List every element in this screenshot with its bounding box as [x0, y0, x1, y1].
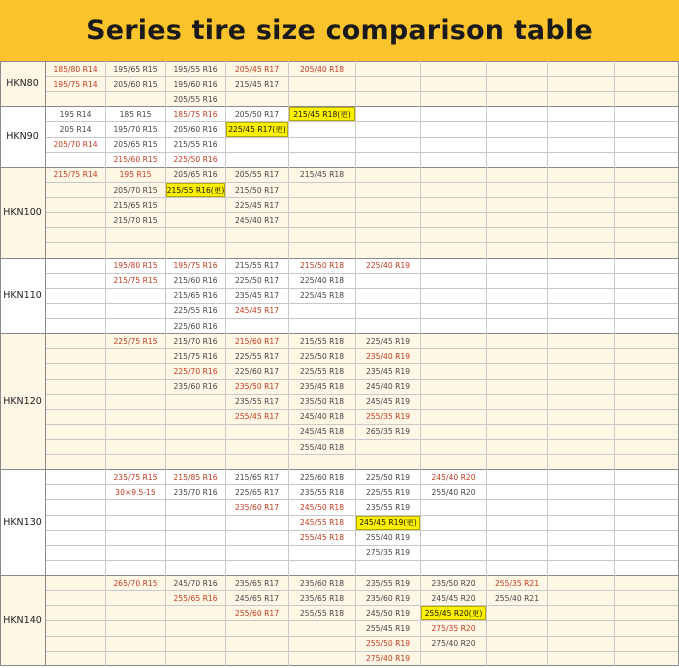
size-cell: 215/75 R15: [113, 276, 158, 286]
size-cell: 225/65 R17: [234, 487, 280, 497]
size-cell: 225/60 R18: [299, 472, 345, 482]
size-cell: 215/70 R15: [113, 215, 158, 225]
size-cell: 225/55 R19: [365, 487, 411, 497]
size-cell: 275/35 R20: [431, 623, 476, 633]
column-divider: [288, 61, 289, 666]
size-cell: 215/85 R16: [173, 472, 218, 482]
size-cell: 235/40 R19: [365, 351, 411, 361]
row-divider: [45, 242, 679, 243]
column-divider: [105, 61, 106, 666]
size-cell: 215/65 R15: [113, 200, 158, 210]
size-cell: 245/40 R18: [299, 412, 345, 422]
size-cell: 195/75 R14: [53, 79, 98, 89]
size-cell: 195/60 R16: [173, 79, 218, 89]
series-label: HKN140: [3, 614, 42, 626]
highlighted-size-cell: 215/45 R18(更): [289, 107, 355, 121]
size-cell: 255/55 R18: [299, 608, 345, 618]
size-cell: 225/50 R19: [365, 472, 411, 482]
size-cell: 225/50 R18: [299, 351, 345, 361]
size-cell: 245/40 R20: [431, 472, 476, 482]
size-cell: 205/70 R15: [113, 185, 158, 195]
size-cell: 235/45 R18: [299, 382, 345, 392]
size-cell: 275/35 R19: [365, 548, 411, 558]
size-cell: 255/45 R18: [299, 533, 345, 543]
column-divider: [165, 61, 166, 666]
size-cell: 215/50 R17: [234, 185, 280, 195]
size-cell: 225/55 R18: [299, 366, 345, 376]
size-cell: 235/60 R17: [234, 503, 280, 513]
size-cell: 255/35 R21: [494, 578, 540, 588]
column-divider: [0, 61, 1, 666]
size-cell: 255/65 R16: [173, 593, 218, 603]
size-cell: 205/60 R15: [113, 79, 158, 89]
size-cell: 215/65 R17: [234, 472, 280, 482]
row-divider: [45, 560, 679, 561]
size-cell: 215/55 R18: [299, 336, 345, 346]
size-cell: 275/40 R20: [431, 639, 476, 649]
row-divider: [45, 454, 679, 455]
size-cell: 235/70 R16: [173, 487, 218, 497]
size-cell: 245/45 R17: [234, 306, 280, 316]
size-cell: 30×9.5-15: [115, 487, 156, 497]
size-cell: 255/40 R21: [494, 593, 540, 603]
size-cell: 225/40 R18: [299, 276, 345, 286]
size-cell: 225/40 R19: [365, 261, 411, 271]
size-cell: 225/75 R15: [113, 336, 158, 346]
series-label: HKN110: [3, 289, 42, 301]
size-cell: 245/55 R18: [299, 518, 345, 528]
size-cell: 245/45 R19: [365, 397, 411, 407]
size-cell: 255/40 R20: [431, 487, 476, 497]
size-cell: 215/60 R17: [234, 336, 280, 346]
size-cell: 235/55 R19: [365, 503, 411, 513]
size-cell: 255/45 R19: [365, 623, 411, 633]
size-cell: 235/45 R17: [234, 291, 280, 301]
series-label: HKN80: [6, 78, 39, 90]
size-cell: 235/50 R17: [234, 382, 280, 392]
size-cell: 245/50 R19: [365, 608, 411, 618]
column-divider: [547, 61, 548, 666]
size-cell: 195/65 R15: [113, 64, 158, 74]
size-cell: 225/60 R17: [234, 366, 280, 376]
size-cell: 235/60 R18: [299, 578, 345, 588]
size-cell: 195 R14: [59, 109, 92, 119]
size-cell: 235/55 R19: [365, 578, 411, 588]
size-cell: 245/45 R18: [299, 427, 345, 437]
size-cell: 205/55 R16: [173, 94, 218, 104]
size-cell: 215/70 R16: [173, 336, 218, 346]
row-divider: [45, 288, 679, 289]
size-cell: 255/60 R17: [234, 608, 280, 618]
size-cell: 195/70 R15: [113, 125, 158, 135]
size-cell: 225/60 R16: [173, 321, 218, 331]
size-cell: 195/80 R15: [113, 261, 158, 271]
row-divider: [45, 91, 679, 92]
size-cell: 235/50 R18: [299, 397, 345, 407]
row-divider: [45, 227, 679, 228]
size-cell: 195 R15: [119, 170, 152, 180]
size-cell: 205/65 R16: [173, 170, 218, 180]
row-divider: [45, 439, 679, 440]
row-divider: [45, 318, 679, 319]
size-cell: 215/75 R16: [173, 351, 218, 361]
column-divider: [420, 61, 421, 666]
size-cell: 215/60 R16: [173, 276, 218, 286]
size-cell: 215/65 R16: [173, 291, 218, 301]
size-cell: 205/70 R14: [53, 140, 98, 150]
size-cell: 235/45 R19: [365, 366, 411, 376]
highlighted-size-cell: 215/55 R16(更): [166, 183, 225, 197]
size-cell: 235/75 R15: [113, 472, 158, 482]
highlighted-size-cell: 245/45 R19(更): [356, 516, 420, 530]
size-cell: 255/40 R18: [299, 442, 345, 452]
size-cell: 205/40 R18: [299, 64, 345, 74]
column-divider: [486, 61, 487, 666]
series-label: HKN90: [6, 131, 39, 143]
size-cell: 245/50 R18: [299, 503, 345, 513]
size-cell: 185 R15: [119, 109, 152, 119]
size-cell: 245/40 R17: [234, 215, 280, 225]
size-cell: 225/50 R17: [234, 276, 280, 286]
size-cell: 215/50 R18: [299, 261, 345, 271]
size-cell: 215/75 R14: [53, 170, 98, 180]
series-label: HKN120: [3, 395, 42, 407]
size-cell: 245/70 R16: [173, 578, 218, 588]
size-cell: 225/50 R16: [173, 155, 218, 165]
size-cell: 255/35 R19: [365, 412, 411, 422]
size-cell: 205/55 R17: [234, 170, 280, 180]
series-label: HKN130: [3, 516, 42, 528]
series-label: HKN100: [3, 206, 42, 218]
size-cell: 225/45 R18: [299, 291, 345, 301]
size-cell: 245/40 R19: [365, 382, 411, 392]
size-cell: 195/55 R16: [173, 64, 218, 74]
size-cell: 215/45 R17: [234, 79, 280, 89]
size-cell: 235/50 R20: [431, 578, 476, 588]
size-cell: 235/60 R19: [365, 593, 411, 603]
size-cell: 215/55 R16: [173, 140, 218, 150]
size-cell: 225/55 R17: [234, 351, 280, 361]
size-cell: 245/45 R20: [431, 593, 476, 603]
size-cell: 265/35 R19: [365, 427, 411, 437]
size-cell: 265/70 R15: [113, 578, 158, 588]
size-cell: 195/75 R16: [173, 261, 218, 271]
size-cell: 225/45 R17: [234, 200, 280, 210]
size-cell: 255/50 R19: [365, 639, 411, 649]
size-cell: 185/80 R14: [53, 64, 98, 74]
size-cell: 235/55 R17: [234, 397, 280, 407]
size-cell: 185/75 R16: [173, 109, 218, 119]
table-bottom-border: [0, 665, 679, 666]
size-cell: 235/65 R18: [299, 593, 345, 603]
size-cell: 245/65 R17: [234, 593, 280, 603]
size-cell: 275/40 R19: [365, 654, 411, 664]
column-divider: [355, 61, 356, 666]
highlighted-size-cell: 225/45 R17(更): [226, 122, 288, 136]
size-cell: 225/45 R19: [365, 336, 411, 346]
size-cell: 215/60 R15: [113, 155, 158, 165]
size-cell: 215/45 R18: [299, 170, 345, 180]
size-cell: 235/65 R17: [234, 578, 280, 588]
size-cell: 225/55 R16: [173, 306, 218, 316]
size-cell: 255/40 R19: [365, 533, 411, 543]
page-title: Series tire size comparison table: [86, 15, 593, 46]
size-cell: 205/45 R17: [234, 64, 280, 74]
size-cell: 205/60 R16: [173, 125, 218, 135]
highlighted-size-cell: 255/45 R20(更): [421, 606, 486, 620]
size-cell: 235/55 R18: [299, 487, 345, 497]
size-cell: 205 R14: [59, 125, 92, 135]
row-divider: [45, 303, 679, 304]
size-cell: 215/55 R17: [234, 261, 280, 271]
column-divider: [225, 61, 226, 666]
column-divider: [614, 61, 615, 666]
size-cell: 255/45 R17: [234, 412, 280, 422]
size-cell: 225/70 R16: [173, 366, 218, 376]
size-cell: 205/50 R17: [234, 109, 280, 119]
size-cell: 205/65 R15: [113, 140, 158, 150]
size-cell: 235/60 R16: [173, 382, 218, 392]
column-divider: [45, 61, 46, 666]
